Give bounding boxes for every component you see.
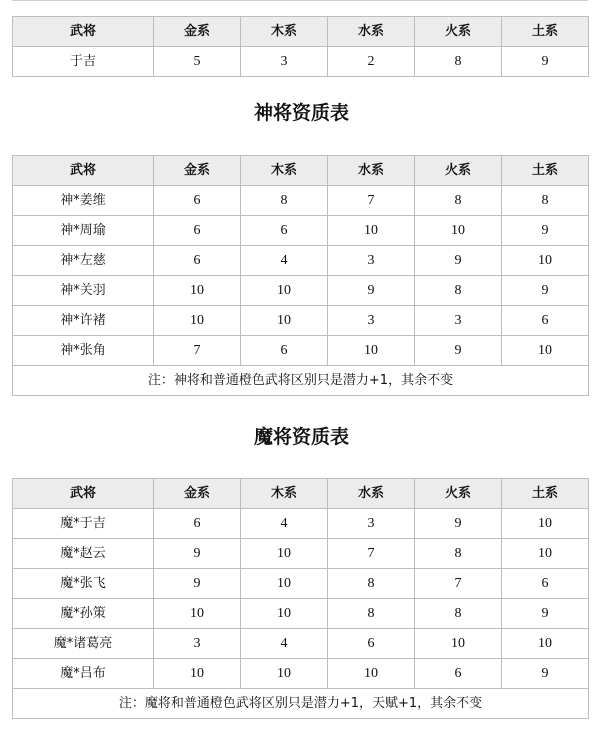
earth-value: 10 — [502, 539, 589, 569]
metal-value: 10 — [154, 306, 241, 336]
general-name: 魔*赵云 — [13, 539, 154, 569]
wood-value: 4 — [241, 509, 328, 539]
table-row — [13, 509, 589, 539]
metal-value: 7 — [154, 336, 241, 366]
earth-value: 10 — [502, 629, 589, 659]
general-name: 魔*孙策 — [13, 599, 154, 629]
header-earth: 土系 — [502, 479, 589, 509]
general-name: 神*关羽 — [13, 276, 154, 306]
water-value: 10 — [328, 216, 415, 246]
earth-value: 10 — [502, 246, 589, 276]
table-row — [13, 599, 589, 629]
fire-value: 10 — [415, 629, 502, 659]
general-name: 魔*诸葛亮 — [13, 629, 154, 659]
water-value: 3 — [328, 246, 415, 276]
header-water: 水系 — [328, 479, 415, 509]
fire-value: 8 — [415, 599, 502, 629]
fire-value: 8 — [415, 47, 502, 77]
earth-value: 9 — [502, 216, 589, 246]
table-row — [13, 659, 589, 689]
header-fire: 火系 — [415, 156, 502, 186]
header-wood: 木系 — [241, 17, 328, 47]
earth-value: 10 — [502, 509, 589, 539]
header-water: 水系 — [328, 156, 415, 186]
table-row — [13, 569, 589, 599]
fire-value: 8 — [415, 539, 502, 569]
water-value: 8 — [328, 599, 415, 629]
table-row — [13, 336, 589, 366]
table-header-row — [13, 156, 589, 186]
wood-value: 3 — [241, 47, 328, 77]
table-basic-generals — [12, 16, 589, 77]
metal-value: 9 — [154, 539, 241, 569]
water-value: 7 — [328, 539, 415, 569]
header-wood: 木系 — [241, 156, 328, 186]
wood-value: 6 — [241, 336, 328, 366]
earth-value: 10 — [502, 336, 589, 366]
metal-value: 6 — [154, 186, 241, 216]
water-value: 10 — [328, 659, 415, 689]
earth-value: 8 — [502, 186, 589, 216]
top-divider — [12, 0, 588, 1]
header-general: 武将 — [13, 156, 154, 186]
fire-value: 7 — [415, 569, 502, 599]
general-name: 魔*张飞 — [13, 569, 154, 599]
wood-value: 10 — [241, 599, 328, 629]
general-name: 神*张角 — [13, 336, 154, 366]
water-value: 10 — [328, 336, 415, 366]
table-row — [13, 629, 589, 659]
water-value: 8 — [328, 569, 415, 599]
header-earth: 土系 — [502, 156, 589, 186]
wood-value: 10 — [241, 569, 328, 599]
metal-value: 6 — [154, 509, 241, 539]
header-metal: 金系 — [154, 156, 241, 186]
water-value: 2 — [328, 47, 415, 77]
general-name: 于吉 — [13, 47, 154, 77]
general-name: 神*姜维 — [13, 186, 154, 216]
water-value: 6 — [328, 629, 415, 659]
wood-value: 4 — [241, 629, 328, 659]
header-fire: 火系 — [415, 479, 502, 509]
table-row — [13, 306, 589, 336]
header-earth: 土系 — [502, 17, 589, 47]
wood-value: 10 — [241, 659, 328, 689]
fire-value: 10 — [415, 216, 502, 246]
water-value: 9 — [328, 276, 415, 306]
earth-value: 6 — [502, 569, 589, 599]
table-row — [13, 539, 589, 569]
fire-value: 3 — [415, 306, 502, 336]
metal-value: 10 — [154, 599, 241, 629]
water-value: 3 — [328, 306, 415, 336]
metal-value: 6 — [154, 246, 241, 276]
header-water: 水系 — [328, 17, 415, 47]
table-row — [13, 186, 589, 216]
table-header-row — [13, 17, 589, 47]
table-demon-generals — [12, 478, 589, 719]
fire-value: 9 — [415, 246, 502, 276]
fire-value: 9 — [415, 336, 502, 366]
table-divine-generals — [12, 155, 589, 396]
water-value: 3 — [328, 509, 415, 539]
fire-value: 8 — [415, 276, 502, 306]
section-title-demon: 魔将资质表 — [253, 426, 349, 448]
header-metal: 金系 — [154, 17, 241, 47]
earth-value: 9 — [502, 659, 589, 689]
metal-value: 9 — [154, 569, 241, 599]
wood-value: 6 — [241, 216, 328, 246]
metal-value: 6 — [154, 216, 241, 246]
water-value: 7 — [328, 186, 415, 216]
table-note: 注：神将和普通橙色武将区别只是潜力+1，其余不变 — [13, 366, 589, 396]
metal-value: 10 — [154, 276, 241, 306]
wood-value: 10 — [241, 276, 328, 306]
table-header-row — [13, 479, 589, 509]
table-row — [13, 246, 589, 276]
header-wood: 木系 — [241, 479, 328, 509]
general-name: 神*许褚 — [13, 306, 154, 336]
earth-value: 6 — [502, 306, 589, 336]
table-row — [13, 47, 589, 77]
general-name: 神*左慈 — [13, 246, 154, 276]
table-row — [13, 276, 589, 306]
section-title-divine: 神将资质表 — [253, 102, 349, 124]
table-row — [13, 216, 589, 246]
wood-value: 10 — [241, 539, 328, 569]
earth-value: 9 — [502, 47, 589, 77]
fire-value: 9 — [415, 509, 502, 539]
metal-value: 5 — [154, 47, 241, 77]
fire-value: 6 — [415, 659, 502, 689]
header-general: 武将 — [13, 17, 154, 47]
earth-value: 9 — [502, 599, 589, 629]
metal-value: 3 — [154, 629, 241, 659]
table-note: 注：魔将和普通橙色武将区别只是潜力+1，天赋+1，其余不变 — [13, 689, 589, 719]
metal-value: 10 — [154, 659, 241, 689]
header-metal: 金系 — [154, 479, 241, 509]
header-general: 武将 — [13, 479, 154, 509]
general-name: 魔*于吉 — [13, 509, 154, 539]
note-row — [13, 366, 589, 396]
header-fire: 火系 — [415, 17, 502, 47]
earth-value: 9 — [502, 276, 589, 306]
wood-value: 10 — [241, 306, 328, 336]
general-name: 神*周瑜 — [13, 216, 154, 246]
general-name: 魔*吕布 — [13, 659, 154, 689]
note-row — [13, 689, 589, 719]
wood-value: 4 — [241, 246, 328, 276]
wood-value: 8 — [241, 186, 328, 216]
fire-value: 8 — [415, 186, 502, 216]
